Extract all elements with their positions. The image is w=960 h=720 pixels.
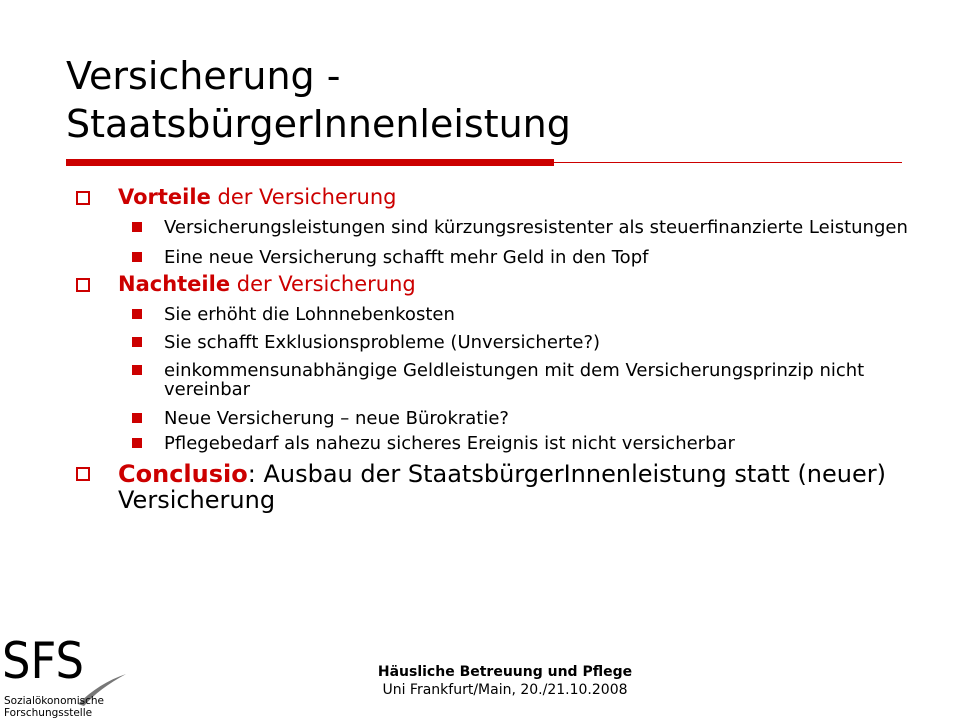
sub-bullet-text: Neue Versicherung – neue Bürokratie?	[164, 408, 509, 429]
sub-bullet	[74, 305, 914, 324]
slide-content	[74, 186, 914, 513]
filled-square-bullet-icon	[132, 413, 142, 423]
footer-event-title: Häusliche Betreuung und Pflege	[377, 664, 633, 680]
bullet-vorteile	[74, 186, 914, 209]
footer	[300, 663, 710, 699]
sfs-logo	[0, 632, 130, 720]
heading-emphasis: Vorteile	[118, 185, 211, 209]
filled-square-bullet-icon	[132, 252, 142, 262]
sub-bullet-text: Eine neue Versicherung schafft mehr Geld in den Topf	[164, 247, 649, 268]
footer-event-place-date: Uni Frankfurt/Main, 20./21.10.2008	[382, 682, 628, 698]
sub-bullet-text: Sie erhöht die Lohnnebenkosten	[164, 304, 455, 325]
sub-bullet	[74, 361, 914, 399]
logo-subtitle-2: Forschungsstelle	[4, 707, 93, 719]
title-line-2: StaatsbürgerInnenleistung	[66, 102, 571, 146]
conclusio-emphasis: Conclusio	[118, 460, 248, 488]
logo-letters: SFS	[2, 632, 84, 690]
filled-square-bullet-icon	[132, 222, 142, 232]
sub-bullet	[74, 218, 914, 237]
heading-emphasis: Nachteile	[118, 272, 231, 296]
logo-subtitle-1: Sozialökonomische	[4, 695, 105, 707]
hollow-square-bullet-icon	[76, 278, 90, 292]
filled-square-bullet-icon	[132, 438, 142, 448]
heading-rest: der Versicherung	[210, 185, 397, 209]
title-line-1: Versicherung -	[66, 54, 341, 98]
hollow-square-bullet-icon	[76, 191, 90, 205]
sub-bullet-text: Versicherungsleistungen sind kürzungsresistenter als steuerfinanzierte Leistungen	[164, 217, 908, 238]
sub-bullet	[74, 333, 914, 352]
hollow-square-bullet-icon	[76, 467, 90, 481]
filled-square-bullet-icon	[132, 365, 142, 375]
heading-rest: der Versicherung	[230, 272, 416, 296]
sub-bullet	[74, 434, 914, 453]
title-divider-thick	[66, 159, 554, 166]
slide-title	[66, 52, 926, 148]
filled-square-bullet-icon	[132, 309, 142, 319]
sub-bullet-text: Sie schafft Exklusionsprobleme (Unversicherte?)	[164, 332, 601, 353]
filled-square-bullet-icon	[132, 337, 142, 347]
bullet-nachteile	[74, 273, 914, 296]
sub-bullet	[74, 248, 914, 267]
bullet-conclusio	[74, 461, 914, 513]
conclusio-text: : Ausbau der StaatsbürgerInnenleistung statt (neuer) Versicherung	[118, 460, 886, 514]
sub-bullet-text: einkommensunabhängige Geldleistungen mit dem Versicherungsprinzip nicht vereinbar	[164, 360, 865, 400]
sub-bullet	[74, 409, 914, 428]
sub-bullet-text: Pflegebedarf als nahezu sicheres Ereignis ist nicht versicherbar	[164, 433, 735, 454]
